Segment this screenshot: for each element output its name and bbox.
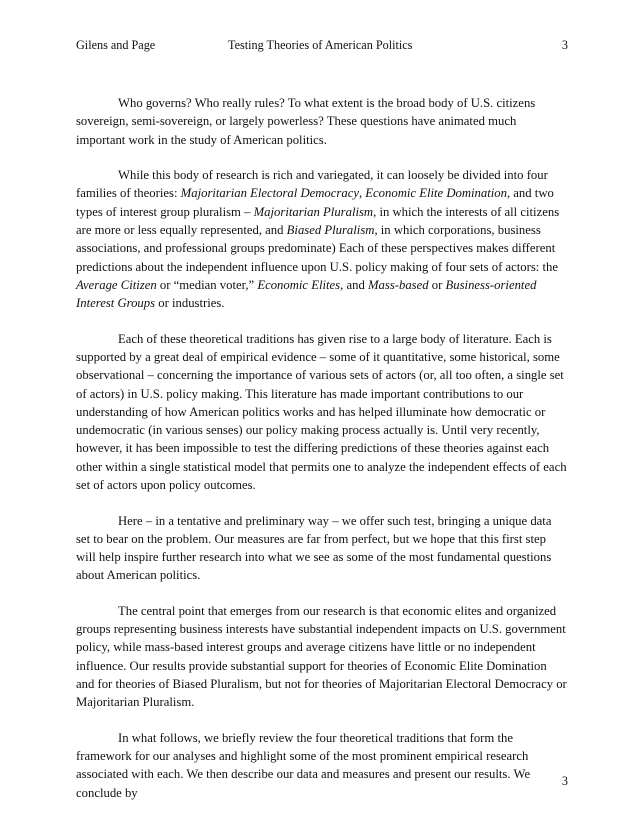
text-run: , in which corporations, business associations, and professional groups predominate) Each of these perspectives makes different predictions about the independent influence upon U.S. policy making of four sets of actors: the: [76, 222, 559, 274]
paragraph: [76, 166, 568, 312]
text-run: or industries.: [155, 296, 225, 311]
text-run: In what follows, we briefly review the four theoretical traditions that form the framework for our analyses and highlight some of the most prominent empirical research associated with each. We then describe our data and measures and present our results. We conclude by: [76, 730, 531, 800]
paragraph: [76, 512, 568, 585]
paragraph: [76, 602, 568, 712]
text-run: and: [343, 277, 368, 292]
running-header: [76, 38, 568, 54]
text-run: ,: [358, 186, 366, 201]
italic-term: Majoritarian Electoral Democracy: [180, 186, 359, 201]
text-run: , and two types of interest group pluralism –: [76, 186, 554, 219]
paragraph: [76, 729, 568, 802]
italic-term: Mass-based: [367, 277, 429, 292]
italic-term: Economic Elites,: [257, 277, 344, 292]
header-authors: Gilens and Page: [76, 38, 156, 52]
text-run: or “median voter,”: [156, 277, 258, 292]
paragraph: [76, 330, 568, 495]
italic-term: Average Citizen: [76, 277, 157, 292]
italic-term: Majoritarian Pluralism: [253, 204, 374, 219]
text-run: or: [428, 277, 446, 292]
italic-term: Economic Elite Domination: [365, 186, 507, 201]
text-run: Who governs? Who really rules? To what extent is the broad body of U.S. citizens sovereign, semi-sovereign, or largely powerless? These questions have animated much important work in the study of American politics.: [76, 96, 536, 147]
header-title: Testing Theories of American Politics: [228, 38, 413, 52]
text-run: Each of these theoretical traditions has given rise to a large body of literature. Each is supported by a great deal of empirical evidence – some of it quantitative, some historical, some observational – concerning the importance of various sets of actors (or, all too often, a single set of actors) in U.S. policy making. This literature has made important contributions to our understanding of how American politics works and has helped illuminate how democratic or undemocratic (in various senses) our policy making process actually is. Until very recently, however, it has been impossible to test the differing predictions of these theories against each other within a single statistical model that permits one to analyze the independent effects of each set of actors upon policy outcomes.: [76, 331, 567, 493]
body-text: [76, 94, 568, 819]
text-run: While this body of research is rich and variegated, it can loosely be divided into four families of theories:: [76, 168, 548, 201]
text-run: The central point that emerges from our research is that economic elites and organized groups representing business interests have substantial independent impacts on U.S. government policy, while mass-based interest groups and average citizens have little or no independent influence. Our results provide substantial support for theories of Economic Elite Domination and for theories of Biased Pluralism, but not for theories of Majoritarian Electoral Democracy or Majoritarian Pluralism.: [76, 603, 567, 710]
italic-term: Biased Pluralism: [286, 222, 375, 237]
text-run: , in which the interests of all citizens are more or less equally represented, and: [76, 204, 560, 237]
text-run: Here – in a tentative and preliminary way – we offer such test, bringing a unique data set to bear on the problem. Our measures are far from perfect, but we hope that this first step will help inspire further research into what we see as some of the most fundamental questions about American politics.: [76, 513, 552, 583]
header-page-number: 3: [561, 38, 568, 52]
italic-term: Business-oriented Interest Groups: [76, 277, 537, 311]
footer-page-number: 3: [561, 774, 568, 788]
paragraph: [76, 94, 568, 149]
